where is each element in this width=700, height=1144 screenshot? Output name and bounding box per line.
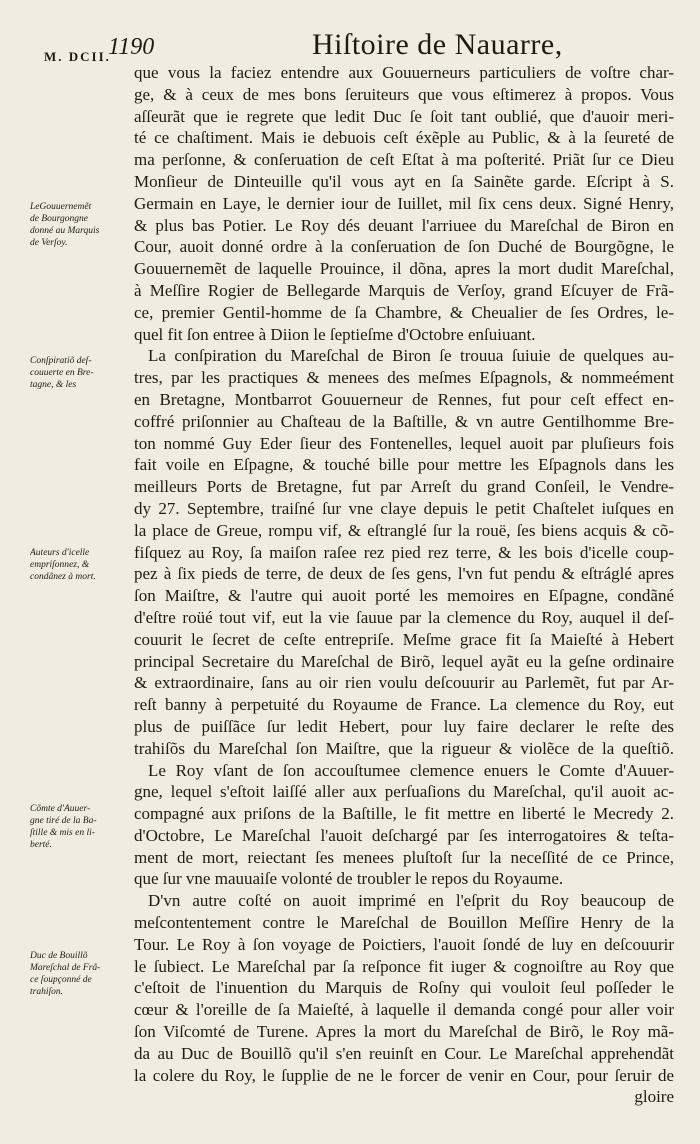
- text-line: ment de mort, reiectant ſes menees pluſtoſt ſur la neceſſité de ce Prince,: [134, 847, 674, 867]
- text-line: principal Secretaire du Mareſchal de Birõ, lequel ayãt eu la geſne ordinaire: [134, 651, 674, 671]
- margin-note-line: Auteurs d'icelle: [30, 548, 90, 558]
- text-line: que vous la faciez entendre aux Gouuerneurs particuliers de voſtre char-: [134, 63, 674, 82]
- text-line: compagné aux priſons de la Baſtille, le fit mettre en liberté le Mecredy 2.: [134, 804, 674, 824]
- text-line: gne, lequel s'eſtoit laiſſé aller aux perſuaſions du Mareſchal, qu'il auoit ac-: [134, 782, 674, 802]
- margin-note-line: ce ſoupçonné de: [30, 975, 92, 985]
- text-line: aſſeurãt que ie regrete que ledit Duc ſe ſoit tant oublié, que d'auoir meri-: [134, 106, 674, 126]
- text-line: ſon Viſcomté de Turene. Apres la mort du Mareſchal de Birõ, le Roy mã-: [134, 1022, 674, 1042]
- text-line: Tour. Le Roy à ſon voyage de Poictiers, l'auoit ſondé de luy en deſcouurir: [134, 934, 674, 954]
- text-line: Cour, auoit donné ordre à la conſeruation de ſon Duché de Bourgõgne, le: [134, 237, 674, 257]
- text-line: gloire: [634, 1087, 674, 1107]
- margin-note: [30, 201, 126, 249]
- text-line: & extraordinaire, ſans au oir rien voulu deſcouurir au Parlemẽt, fut par Ar-: [134, 673, 674, 693]
- margin-note-line: Cõmte d'Auuer-: [30, 804, 91, 814]
- margin-note-line: ſtille & mis en li-: [30, 828, 95, 838]
- margin-note: [30, 355, 126, 391]
- text-line: Germain en Laye, le dernier iour de Iuillet, mil ſix cens deux. Signé Henry,: [134, 193, 674, 213]
- margin-note: [30, 803, 126, 851]
- margin-note-line: LeGouuernemẽt: [30, 202, 92, 212]
- text-line: trahiſõs du Mareſchal ſon Maiſtre, que la rigueur & violẽce de la queſtiõ.: [134, 738, 674, 758]
- text-line: coffré priſonnier au Chaſteau de la Baſtille, & vn autre Gentilhomme Bre-: [134, 411, 674, 431]
- text-line: reſt banny à perpetuité du Royaume de France. La clemence du Roy, eut: [134, 695, 674, 715]
- text-line: Monſieur de Dinteuille qu'il vous ayt en ſa Sainẽte garde. Eſcript à S.: [134, 171, 674, 191]
- margin-note-line: berté.: [30, 840, 52, 850]
- text-line: té ce chaſtiment. Mais ie debuois ceſt éxẽple au Public, & à la ſeureté de: [134, 128, 674, 148]
- text-line: fiſquez au Roy, ſa maiſon raſee rez pied rez terre, & les bois d'icelle coup-: [134, 542, 674, 562]
- margin-note-line: Duc de Bouillõ: [30, 951, 88, 961]
- text-line: couurit le ſecret de ceſte entrepriſe. Meſme grace fit ſa Maieſté à Hebert: [134, 629, 674, 649]
- text-line: d'eſtre roüé tout vif, eut la vie ſauue par la clemence du Roy, auquel il deſ-: [134, 607, 674, 627]
- text-line: le ſubiect. Le Mareſchal par ſa reſponce fit iuger & cognoiſtre au Roy que: [134, 956, 674, 976]
- running-title: Hiſtoire de Nauarre,: [312, 28, 563, 61]
- text-line: meilleurs Ports de Bretagne, fut par Arreſt du grand Conſeil, le Vendre-: [134, 477, 674, 497]
- margin-note-line: condãnez à mort.: [30, 572, 96, 582]
- text-line: pez à ſix pieds de terre, de deux de ſes gens, l'vn fut pendu & eſtráglé apres: [134, 564, 674, 584]
- margin-note-line: de Bourgongne: [30, 214, 88, 224]
- margin-note-line: gne tiré de la Ba-: [30, 816, 97, 826]
- text-line: Gouuernemẽt de laquelle Prouince, il dõna, apres la mort dudit Mareſchal,: [134, 259, 674, 279]
- body-text: [134, 62, 674, 1108]
- margin-note-line: tagne, & les: [30, 380, 77, 390]
- text-line: que ſur vne mauuaiſe volonté de troubler le repos du Royaume.: [134, 869, 564, 889]
- text-line: fait voile en Eſpagne, & touché bille pour mettre les Eſpagnols dans les: [134, 455, 674, 475]
- text-line: ton nommé Guy Eder ſieur des Fontenelles, lequel auoit par pluſieurs fois: [134, 433, 674, 453]
- text-line: da au Duc de Bouillõ qu'il s'en reuinſt en Cour. Le Mareſchal apprehendãt: [134, 1043, 674, 1063]
- text-line: meſcontentement contre le Mareſchal de Bouillon Meſſire Henry de la: [134, 913, 674, 933]
- text-line: dy 27. Septembre, traiſné ſur vne claye depuis le petit Chaſtelet iuſques en: [134, 498, 674, 518]
- text-line: la place de Greue, rompu vif, & eſtranglé ſur la rouë, ſes biens acquis & cõ-: [134, 520, 674, 540]
- text-line: d'Octobre, Le Mareſchal l'auoit deſchargé par ſes interrogatoires & teſta-: [134, 825, 674, 845]
- text-line: tres, par les practiques & menees des meſmes Eſpagnols, & nommeément: [134, 368, 674, 388]
- text-line: La conſpiration du Mareſchal de Biron ſe trouua ſuiuie de quelques au-: [148, 346, 674, 366]
- text-line: ſon Maiſtre, & l'autre qui auoit porté les memoires en Eſpagne, condãné: [134, 586, 674, 606]
- page-number: 1190: [108, 34, 155, 60]
- margin-note-line: empriſonnez, &: [30, 560, 90, 570]
- text-line: ge, & à ceux de mes bons ſeruiteurs que vous eſtimerez à propos. Vous: [134, 84, 674, 104]
- text-line: ma perſonne, & conſeruation de ceſt Eſtat à ma poſterité. Priãt ſur ce Dieu: [134, 150, 674, 170]
- text-line: c'eſtoit de l'inuention du Marquis de Roſny qui vouloit ſeul poſſeder le: [134, 978, 674, 998]
- margin-note-line: couuerte en Bre-: [30, 368, 94, 378]
- text-line: en Bretagne, Montbarrot Gouuerneur de Rennes, fut pour ceſt effect en-: [134, 389, 674, 409]
- margin-note-line: Mareſchal de Frã-: [30, 963, 101, 973]
- text-line: D'vn autre coſté on auoit imprimé en l'eſprit du Roy beaucoup de: [148, 891, 674, 911]
- text-line: à Meſſire Rogier de Bellegarde Marquis de Verſoy, grand Eſcuyer de Frã-: [134, 280, 674, 300]
- text-line: plus de puiſſãce ſur ledit Hebert, pour luy faire declarer le reſte des: [134, 716, 674, 736]
- margin-note-line: donné au Marquis: [30, 226, 100, 236]
- margin-note-line: Conſpiratiõ deſ-: [30, 356, 92, 366]
- text-line: ce, premier Gentil-homme de ſa Chambre, & Cheualier de ſes Ordres, le-: [134, 302, 674, 322]
- margin-note: [30, 950, 126, 998]
- text-line: quel fit ſon entree à Diion le ſeptieſme d'Octobre enſuiuant.: [134, 324, 536, 344]
- margin-note: [30, 547, 126, 583]
- text-line: & plus bas Potier. Le Roy dés deuant l'arriuee du Mareſchal de Biron en: [134, 215, 674, 235]
- margin-note-line: trahiſon.: [30, 987, 63, 997]
- margin-note-line: de Verſoy.: [30, 238, 68, 248]
- running-year: M. DCII.: [44, 49, 111, 64]
- text-line: Le Roy vſant de ſon accouſtumee clemence enuers le Comte d'Auuer-: [148, 760, 674, 780]
- text-line: cœur & l'oreille de ſa Maieſté, à laquelle il demanda congé pour aller voir: [134, 1000, 674, 1020]
- text-line: la colere du Roy, le ſupplie de ne le forcer de venir en Cour, pour ſeruir de: [134, 1065, 674, 1085]
